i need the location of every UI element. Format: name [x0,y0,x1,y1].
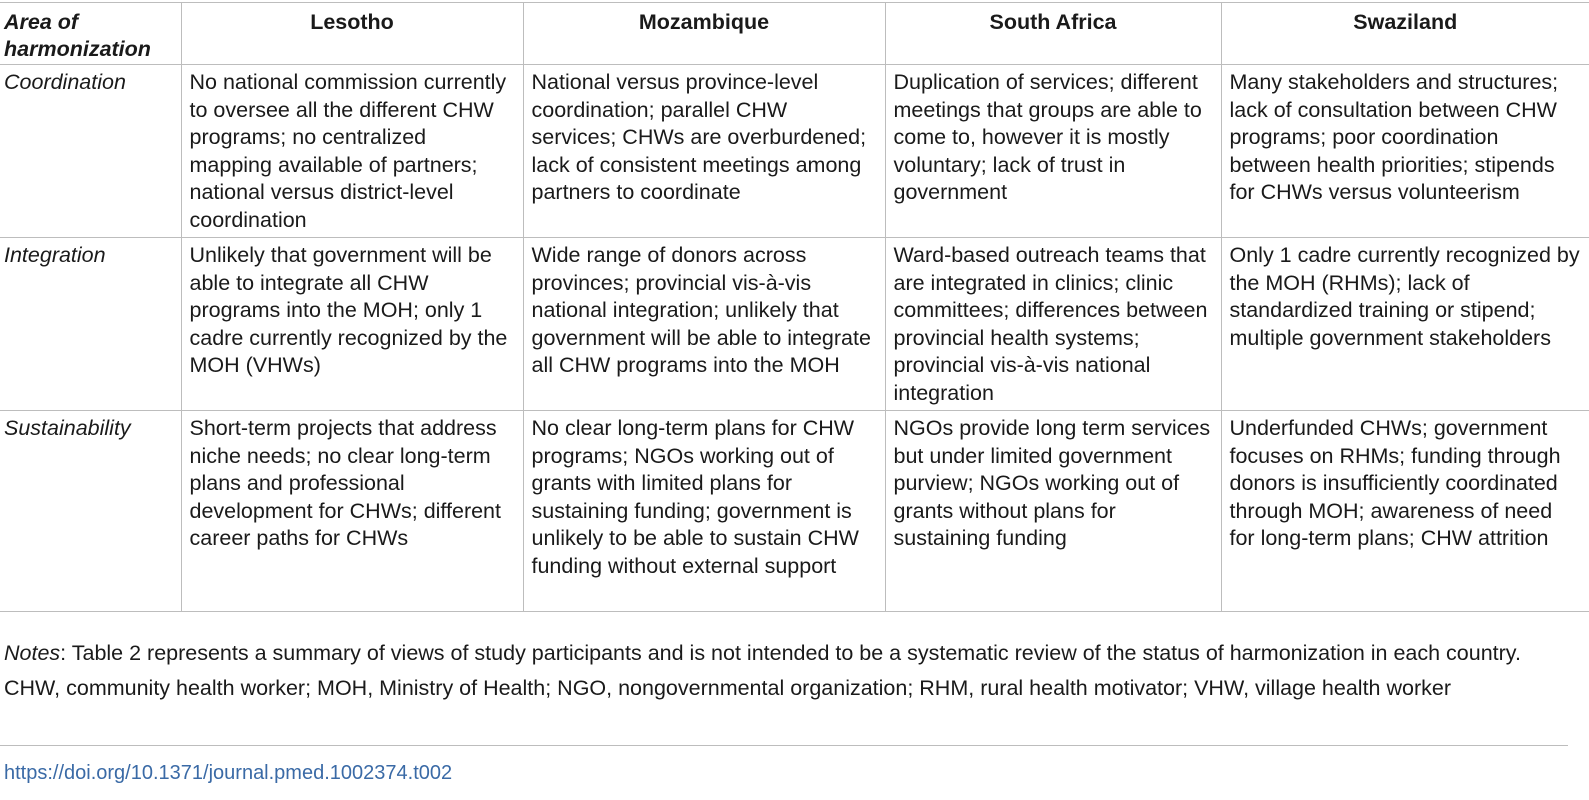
table-row-sustainability [0,411,1589,612]
cell-sustainability-lesotho: Short-term projects that address niche needs; no clear long-term plans and professional development for CHWs; different career paths for CHWs [181,411,523,612]
cell-sustainability-swaziland: Underfunded CHWs; government focuses on RHMs; funding through donors is insufficiently coordinated through MOH; awareness of need for long-term plans; CHW attrition [1221,411,1589,612]
row-label-integration: Integration [4,243,106,267]
table-header-row [0,3,1589,65]
footer-divider [0,745,1568,746]
cell-sustainability-south-africa: NGOs provide long term services but under limited government purview; NGOs working out of grants without plans for sustaining funding [885,411,1221,612]
header-mozambique: Mozambique [523,3,885,65]
cell-integration-lesotho: Unlikely that government will be able to integrate all CHW programs into the MOH; only 1 cadre currently recognized by the MOH (VHWs) [181,238,523,411]
header-lesotho: Lesotho [181,3,523,65]
cell-integration-mozambique: Wide range of donors across provinces; provincial vis-à-vis national integration; unlikely that government will be able to integrate all CHW programs into the MOH [523,238,885,411]
cell-coordination-lesotho: No national commission currently to oversee all the different CHW programs; no centralized mapping available of partners; national versus district-level coordination [181,65,523,238]
row-label-coordination: Coordination [4,70,126,94]
table-row-integration [0,238,1589,411]
notes-label: Notes [4,641,61,665]
notes-text: : Table 2 represents a summary of views of study participants and is not intended to be a systematic review of the status of harmonization in each country. CHW, community health worker; MOH, Ministry of Health; NGO, nongovernmental organization; RHM, rural health motivator; VHW, village health worker [4,641,1521,700]
harmonization-table [0,2,1589,612]
cell-coordination-mozambique: National versus province-level coordination; parallel CHW services; CHWs are overburdened; lack of consistent meetings among partners to coordinate [523,65,885,238]
row-label-sustainability: Sustainability [4,416,131,440]
header-area-of-harmonization: Area of harmonization [4,10,151,61]
cell-integration-swaziland: Only 1 cadre currently recognized by the MOH (RHMs); lack of standardized training or stipend; multiple government stakeholders [1221,238,1589,411]
header-south-africa: South Africa [885,3,1221,65]
cell-sustainability-mozambique: No clear long-term plans for CHW programs; NGOs working out of grants with limited plans for sustaining funding; government is unlikely to be able to sustain CHW funding without external support [523,411,885,612]
cell-coordination-swaziland: Many stakeholders and structures; lack of consultation between CHW programs; poor coordination between health priorities; stipends for CHWs versus volunteerism [1221,65,1589,238]
cell-coordination-south-africa: Duplication of services; different meetings that groups are able to come to, however it is mostly voluntary; lack of trust in government [885,65,1221,238]
table-notes [4,636,1574,705]
doi-link[interactable]: https://doi.org/10.1371/journal.pmed.1002374.t002 [4,762,453,784]
cell-integration-south-africa: Ward-based outreach teams that are integrated in clinics; clinic committees; differences between provincial health systems; provincial vis-à-vis national integration [885,238,1221,411]
header-swaziland: Swaziland [1221,3,1589,65]
table-row-coordination [0,65,1589,238]
